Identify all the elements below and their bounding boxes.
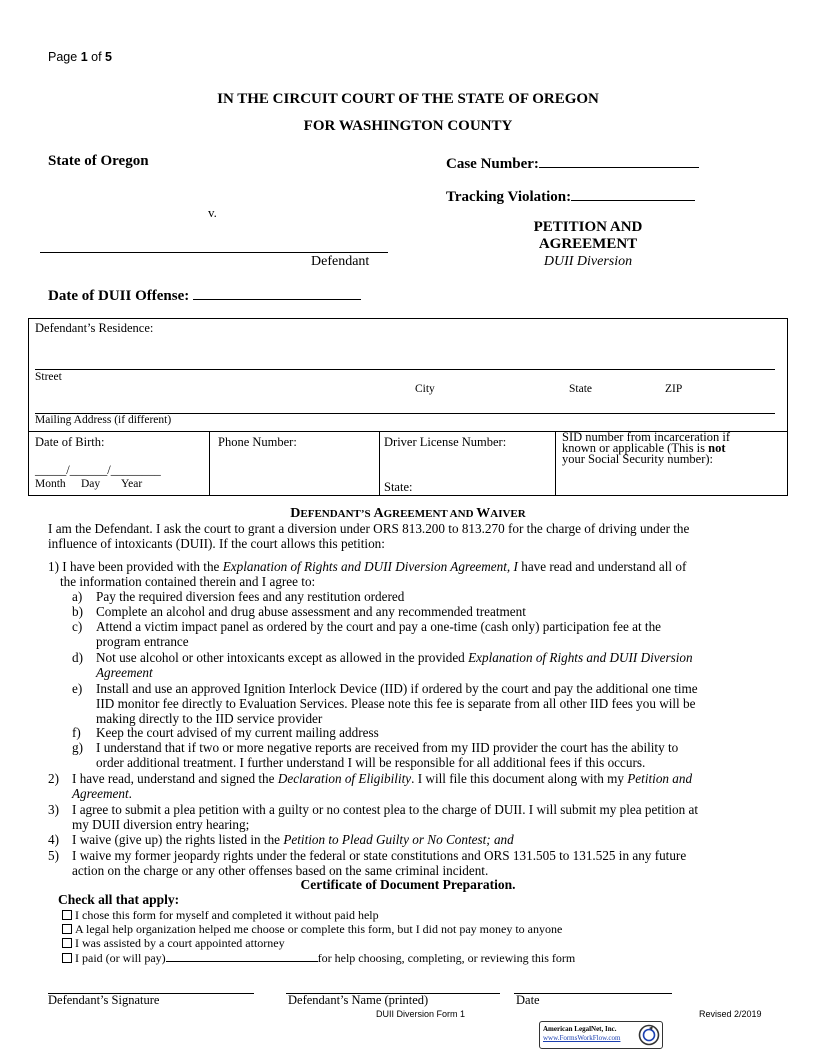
item-1a: a) Pay the required diversion fees and any restitution ordered [72, 589, 405, 604]
page-number [48, 50, 112, 64]
case-number-blank[interactable] [539, 153, 699, 168]
dob-blank[interactable]: _____/______/________ [35, 463, 161, 477]
form-title [496, 219, 680, 253]
court-heading-line1: IN THE CIRCUIT COURT OF THE STATE OF OREGON [217, 91, 599, 107]
form-name: DUII Diversion Form 1 [376, 1009, 466, 1019]
option-paid[interactable]: I paid (or will pay) for help choosing, completing, or reviewing this form [62, 950, 575, 965]
year-label: Year [121, 478, 143, 490]
workflow-icon [638, 1024, 660, 1046]
defendant-label: Defendant [311, 254, 370, 269]
page-current: 1 [80, 50, 88, 64]
item-1c: c) Attend a victim impact panel as ordered by the court and pay a one-time (cash only) participation fee at the [72, 619, 662, 634]
case-number-field[interactable] [446, 153, 699, 173]
revised-date: Revised 2/2019 [699, 1009, 762, 1019]
item-5-cont: action on the charge or any other offenses based on the same criminal incident. [72, 863, 489, 878]
plaintiff-name: State of Oregon [48, 153, 149, 169]
col-divider-1 [209, 431, 210, 495]
item-1g: g) I understand that if two or more negative reports are received from my IID provider the court has the ability to [72, 740, 679, 755]
tracking-violation-field[interactable] [446, 186, 695, 206]
date-label: Date [516, 993, 540, 1007]
item-1b: b) Complete an alcohol and drug abuse assessment and any recommended treatment [72, 604, 526, 619]
paid-blank[interactable] [166, 950, 318, 962]
tracking-violation-blank[interactable] [571, 186, 695, 201]
check-all-label: Check all that apply: [58, 892, 180, 907]
city-label: City [415, 383, 435, 395]
sid-label [562, 432, 730, 465]
item-1-cont: the information contained therein and I agree to: [60, 574, 316, 589]
col-divider-2 [379, 431, 380, 495]
certificate-options [62, 908, 575, 965]
checkbox[interactable] [62, 910, 72, 920]
zip-label: ZIP [665, 383, 683, 395]
form-title-line1: PETITION AND [533, 219, 643, 235]
item-1e-cont2: making directly to the IID service provider [96, 711, 323, 726]
item-3-cont: my DUII diversion entry hearing; [72, 817, 250, 832]
versus-text: v. [208, 205, 217, 220]
checkbox[interactable] [62, 953, 72, 963]
intro-paragraph: I am the Defendant. I ask the court to grant a diversion under ORS 813.200 to 813.270 for the charge of driving under the influence of intoxicants (DUII). If the court allows this petition: [48, 521, 690, 551]
sid-line1: SID number from incarceration if [562, 430, 730, 444]
residence-label: Defendant’s Residence: [35, 321, 154, 335]
logo-company: American LegalNet, Inc. [543, 1025, 617, 1033]
agreement-heading: DEFENDANT’S AGREEMENT AND WAIVER [290, 506, 526, 521]
tracking-violation-label: Tracking Violation: [446, 189, 572, 205]
item-1f: f) Keep the court advised of my current mailing address [72, 725, 379, 740]
item-5: 5) I waive my former jeopardy rights under the federal or state constitutions and ORS 131.505 to 131.525 in any future [48, 848, 687, 863]
signature-label: Defendant’s Signature [48, 993, 160, 1007]
street-address-line[interactable] [35, 369, 775, 370]
phone-label: Phone Number: [218, 435, 297, 449]
sid-line3: your Social Security number): [562, 452, 714, 466]
logo-url[interactable]: www.FormsWorkFlow.com [543, 1034, 621, 1042]
option-self[interactable]: I chose this form for myself and completed it without paid help [62, 908, 575, 922]
mailing-address-label: Mailing Address (if different) [35, 414, 172, 426]
item-1c-cont: program entrance [96, 634, 189, 649]
state-label: State [569, 383, 592, 395]
item-1d-cont: Agreement [96, 665, 153, 680]
item-4: 4) I waive (give up) the rights listed in the Petition to Plead Guilty or No Contest; and [48, 832, 514, 847]
page-of: of [91, 50, 102, 64]
defendant-name-line[interactable] [40, 252, 388, 253]
item-3: 3) I agree to submit a plea petition with a guilty or no contest plea to the charge of DUII. I will submit my plea petition at [48, 802, 699, 817]
item-1e: e) Install and use an approved Ignition Interlock Device (IID) if ordered by the court and pay the additional one time [72, 681, 698, 696]
checkbox[interactable] [62, 924, 72, 934]
sid-not: not [708, 441, 726, 455]
option-court-attorney[interactable]: I was assisted by a court appointed attorney [62, 936, 575, 950]
page-total: 5 [105, 50, 112, 64]
street-label: Street [35, 371, 62, 383]
publisher-logo [539, 1021, 663, 1049]
form-title-line2: AGREEMENT [538, 236, 638, 252]
defendant-info-box [28, 318, 788, 496]
offense-date-blank[interactable] [193, 285, 361, 300]
page-label: Page [48, 50, 78, 64]
printed-name-label: Defendant’s Name (printed) [288, 993, 429, 1007]
offense-date-field[interactable] [48, 285, 361, 305]
col-divider-3 [555, 431, 556, 495]
court-heading-line2: FOR WASHINGTON COUNTY [303, 118, 513, 134]
day-label: Day [81, 478, 101, 490]
item-2: 2) I have read, understand and signed the Declaration of Eligibility. I will file this document along with my Petition and [48, 771, 693, 786]
sid-line2: known or applicable (This is not [562, 441, 726, 455]
checkbox[interactable] [62, 938, 72, 948]
license-label: Driver License Number: [384, 435, 507, 449]
option-legal-help[interactable]: A legal help organization helped me choose or complete this form, but I did not pay money to anyone [62, 922, 575, 936]
item-1e-cont: IID monitor fee directly to Evaluation Services. Please note this fee is separate from all other IID fees you will be [96, 696, 696, 711]
form-subtitle: DUII Diversion [543, 254, 633, 269]
item-2-cont: Agreement. [72, 786, 132, 801]
certificate-title: Certificate of Document Preparation. [300, 877, 516, 892]
item-1: 1) I have been provided with the Explanation of Rights and DUII Diversion Agreement, I have read and understand all of [48, 559, 687, 574]
dob-label: Date of Birth: [35, 435, 105, 449]
item-1g-cont: order additional treatment. I further understand I will be responsible for all additional fees if this occurs. [96, 755, 646, 770]
month-label: Month [35, 478, 66, 490]
item-1d: d) Not use alcohol or other intoxicants except as allowed in the provided Explanation of Rights and DUII Diversion [72, 650, 693, 665]
license-state-label: State: [384, 480, 413, 494]
offense-date-label: Date of DUII Offense: [48, 288, 190, 304]
case-number-label: Case Number: [446, 156, 539, 172]
